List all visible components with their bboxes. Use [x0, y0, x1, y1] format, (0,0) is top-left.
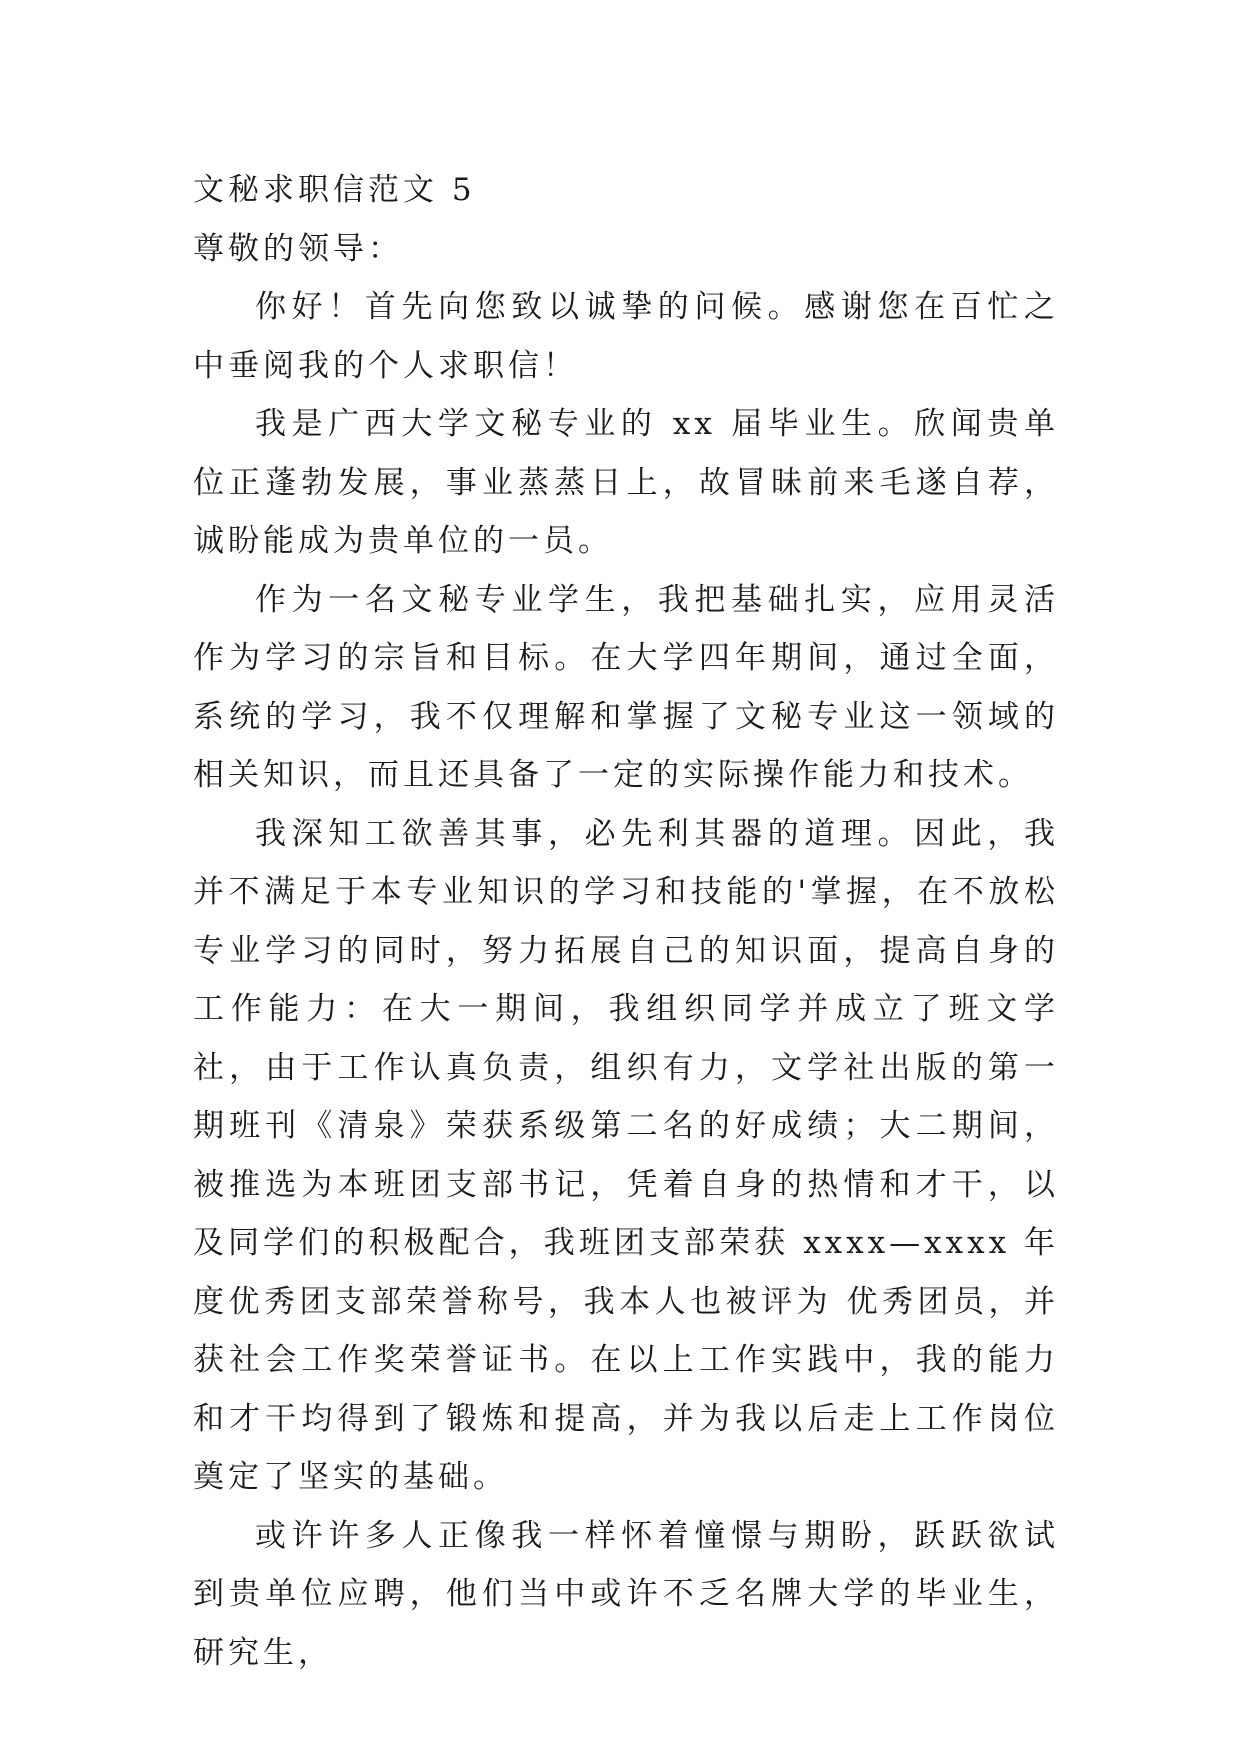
paragraph-studies: 作为一名文秘专业学生，我把基础扎实，应用灵活作为学习的宗旨和目标。在大学四年期间，通过全面，系统的学习，我不仅理解和掌握了文秘专业这一领域的相关知识，而且还具备了一定的实际操作能力和技术。 — [193, 581, 1059, 793]
paragraph-introduction: 我是广西大学文秘专业的 xx 届毕业生。欣闻贵单位正蓬勃发展，事业蒸蒸日上，故冒昧前来毛遂自荐，诚盼能成为贵单位的一员。 — [193, 406, 1059, 559]
document-title: 文秘求职信范文 5 — [193, 172, 476, 208]
letter-body — [193, 161, 1059, 1682]
paragraph-competition: 或许许多人正像我一样怀着憧憬与期盼，跃跃欲试到贵单位应聘，他们当中或许不乏名牌大学的毕业生，研究生， — [193, 1517, 1059, 1671]
salutation: 尊敬的领导： — [193, 230, 403, 267]
paragraph-greeting: 你好！首先向您致以诚挚的问候。感谢您在百忙之中垂阅我的个人求职信！ — [193, 289, 1059, 384]
paragraph-experience: 我深知工欲善其事，必先利其器的道理。因此，我并不满足于本专业知识的学习和技能的'掌握，在不放松专业学习的同时，努力拓展自己的知识面，提高自身的工作能力：在大一期间，我组织同学并成立了班文学社，由于工作认真负责，组织有力，文学社出版的第一期班刊《清泉》荣获系级第二名的好成绩；大二期间，被推选为本班团支部书记，凭着自身的热情和才干，以及同学们的积极配合，我班团支部荣获 xxxx—xxxx 年度优秀团支部荣誉称号，我本人也被评为 优秀团员，并获社会工作奖荣誉证书。在以上工作实践中，我的能力和才干均得到了锻炼和提高，并为我以后走上工作岗位奠定了坚实的基础。 — [193, 815, 1059, 1495]
